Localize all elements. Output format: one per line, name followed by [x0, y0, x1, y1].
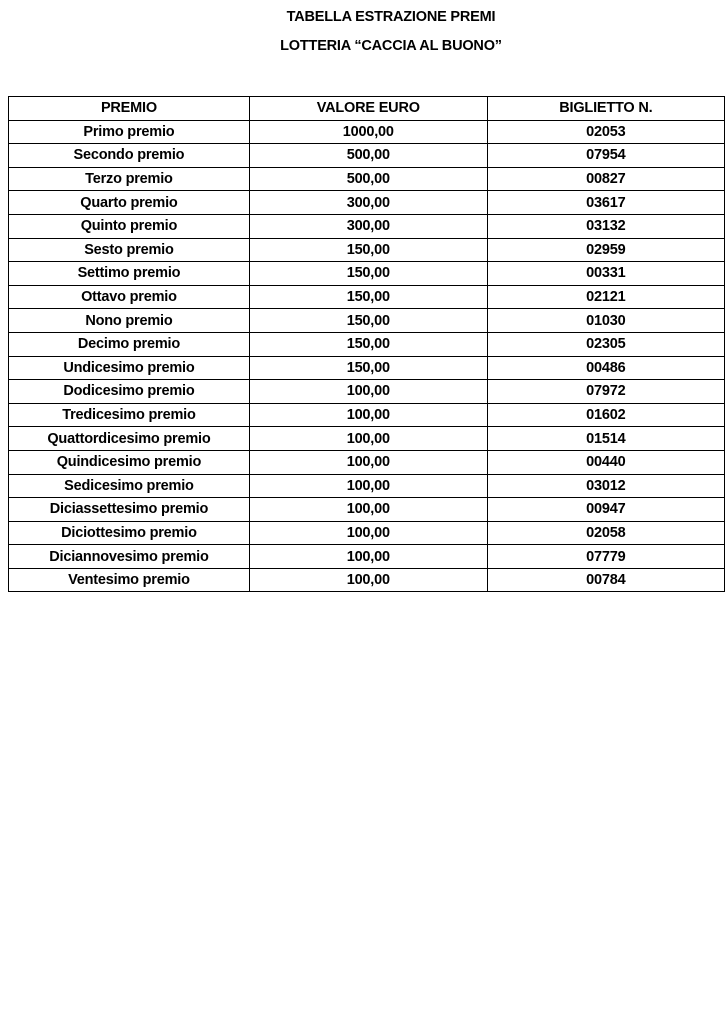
prize-value-cell: 100,00: [249, 380, 487, 404]
table-row: [9, 474, 725, 498]
prize-name-cell: Tredicesimo premio: [9, 403, 250, 427]
prize-name-cell: Diciannovesimo premio: [9, 545, 250, 569]
prize-value-cell: 100,00: [249, 521, 487, 545]
prize-value-cell: 150,00: [249, 285, 487, 309]
prize-value-cell: 100,00: [249, 427, 487, 451]
prize-name-cell: Primo premio: [9, 120, 250, 144]
prize-name-cell: Ottavo premio: [9, 285, 250, 309]
table-row: [9, 120, 725, 144]
prize-name-cell: Diciottesimo premio: [9, 521, 250, 545]
prize-name-cell: Quarto premio: [9, 191, 250, 215]
table-row: [9, 309, 725, 333]
table-row: [9, 545, 725, 569]
prize-value-cell: 150,00: [249, 238, 487, 262]
prize-value-cell: 100,00: [249, 568, 487, 592]
ticket-number-cell: 02053: [487, 120, 724, 144]
ticket-number-cell: 01030: [487, 309, 724, 333]
prize-value-cell: 500,00: [249, 144, 487, 168]
table-row: [9, 498, 725, 522]
prize-value-cell: 100,00: [249, 403, 487, 427]
table-row: [9, 403, 725, 427]
prize-value-cell: 100,00: [249, 474, 487, 498]
table-row: [9, 214, 725, 238]
prize-name-cell: Dodicesimo premio: [9, 380, 250, 404]
table-row: [9, 191, 725, 215]
ticket-number-cell: 02058: [487, 521, 724, 545]
table-row: [9, 356, 725, 380]
table-row: [9, 285, 725, 309]
prize-name-cell: Quinto premio: [9, 214, 250, 238]
page-title: TABELLA ESTRAZIONE PREMI: [286, 9, 496, 25]
ticket-number-cell: 03617: [487, 191, 724, 215]
table-body: [9, 120, 725, 592]
ticket-number-cell: 07779: [487, 545, 724, 569]
table-row: [9, 380, 725, 404]
ticket-number-cell: 00331: [487, 262, 724, 286]
prize-value-cell: 150,00: [249, 262, 487, 286]
prize-name-cell: Sedicesimo premio: [9, 474, 250, 498]
table-header-row: [9, 97, 725, 121]
prize-name-cell: Sesto premio: [9, 238, 250, 262]
prize-value-cell: 150,00: [249, 356, 487, 380]
prize-value-cell: 100,00: [249, 545, 487, 569]
table-row: [9, 332, 725, 356]
ticket-number-cell: 02121: [487, 285, 724, 309]
ticket-number-cell: 00784: [487, 568, 724, 592]
prize-name-cell: Terzo premio: [9, 167, 250, 191]
table-row: [9, 450, 725, 474]
table-row: [9, 167, 725, 191]
column-header-ticket: BIGLIETTO N.: [487, 97, 724, 121]
ticket-number-cell: 07954: [487, 144, 724, 168]
table-row: [9, 144, 725, 168]
prize-name-cell: Ventesimo premio: [9, 568, 250, 592]
prize-table: [8, 96, 725, 592]
prize-value-cell: 300,00: [249, 191, 487, 215]
prize-name-cell: Settimo premio: [9, 262, 250, 286]
column-header-prize: PREMIO: [9, 97, 250, 121]
ticket-number-cell: 02305: [487, 332, 724, 356]
ticket-number-cell: 00440: [487, 450, 724, 474]
table-row: [9, 427, 725, 451]
ticket-number-cell: 02959: [487, 238, 724, 262]
table-row: [9, 521, 725, 545]
prize-value-cell: 1000,00: [249, 120, 487, 144]
ticket-number-cell: 03012: [487, 474, 724, 498]
ticket-number-cell: 01602: [487, 403, 724, 427]
ticket-number-cell: 03132: [487, 214, 724, 238]
prize-name-cell: Nono premio: [9, 309, 250, 333]
table-row: [9, 568, 725, 592]
prize-name-cell: Undicesimo premio: [9, 356, 250, 380]
prize-value-cell: 100,00: [249, 450, 487, 474]
table-row: [9, 262, 725, 286]
prize-value-cell: 100,00: [249, 498, 487, 522]
prize-value-cell: 300,00: [249, 214, 487, 238]
ticket-number-cell: 07972: [487, 380, 724, 404]
prize-name-cell: Decimo premio: [9, 332, 250, 356]
table-row: [9, 238, 725, 262]
prize-name-cell: Quindicesimo premio: [9, 450, 250, 474]
column-header-value: VALORE EURO: [249, 97, 487, 121]
page-subtitle: LOTTERIA “CACCIA AL BUONO”: [280, 38, 502, 54]
prize-name-cell: Secondo premio: [9, 144, 250, 168]
ticket-number-cell: 00486: [487, 356, 724, 380]
ticket-number-cell: 00947: [487, 498, 724, 522]
prize-value-cell: 500,00: [249, 167, 487, 191]
ticket-number-cell: 00827: [487, 167, 724, 191]
prize-name-cell: Diciassettesimo premio: [9, 498, 250, 522]
prize-value-cell: 150,00: [249, 309, 487, 333]
prize-name-cell: Quattordicesimo premio: [9, 427, 250, 451]
ticket-number-cell: 01514: [487, 427, 724, 451]
prize-value-cell: 150,00: [249, 332, 487, 356]
